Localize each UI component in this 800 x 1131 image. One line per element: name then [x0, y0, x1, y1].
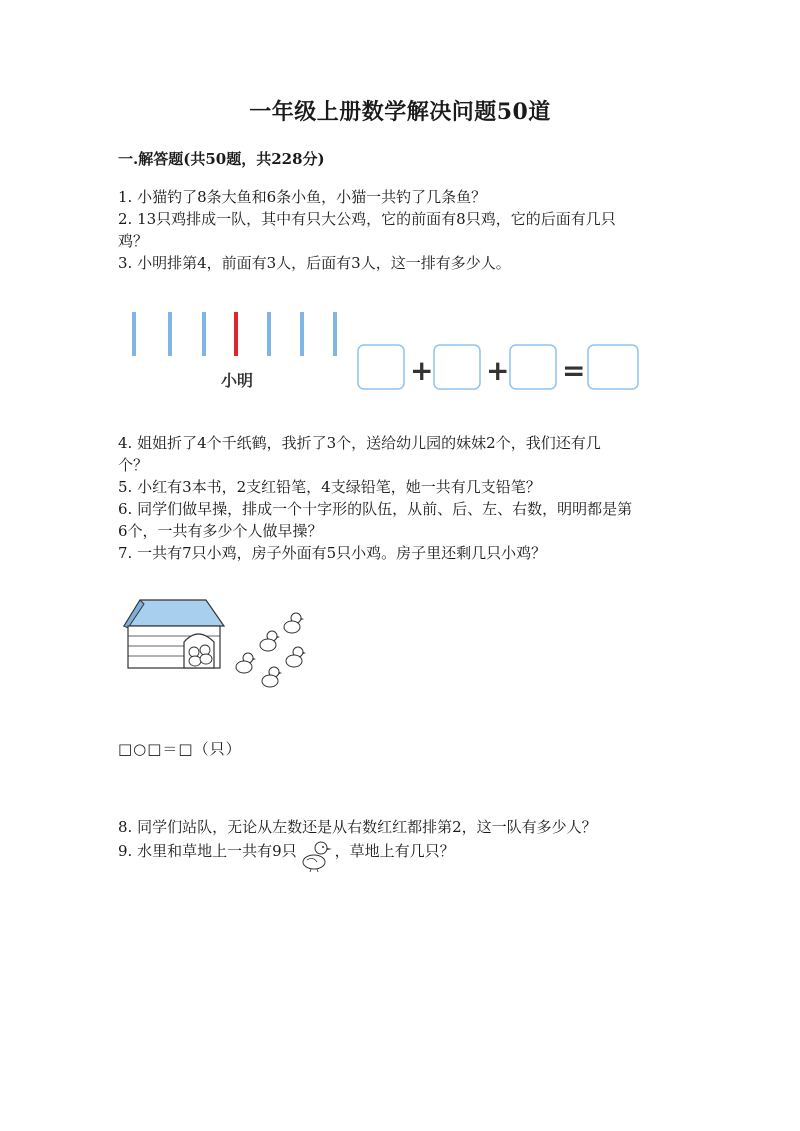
person-bar [168, 312, 172, 356]
equals-sign: = [562, 354, 586, 387]
question-4-line-2: 个？ [118, 456, 149, 474]
xiaoming-bar [234, 312, 238, 356]
person-bar [202, 312, 206, 356]
question-3: 3. 小明排第4，前面有3人，后面有3人，这一排有多少人。 [118, 254, 511, 272]
answer-box [358, 345, 404, 389]
chick-icon [236, 653, 256, 673]
question-1: 1. 小猫钓了8条大鱼和6条小鱼，小猫一共钓了几条鱼？ [118, 188, 487, 206]
chick-icon [260, 631, 280, 651]
chick-icon [284, 613, 304, 633]
person-bar [333, 312, 337, 356]
person-bar [267, 312, 271, 356]
house-icon [124, 600, 224, 668]
chick-icon [286, 647, 306, 667]
question-2-line-1: 2. 13只鸡排成一队，其中有只大公鸡，它的前面有8只鸡，它的后面有几只 [118, 210, 616, 228]
queue-bars [132, 312, 337, 356]
plus-sign: + [486, 354, 510, 387]
question-2-line-2: 鸡？ [118, 232, 149, 250]
duck-icon [299, 838, 333, 874]
question-7: 7. 一共有7只小鸡，房子外面有5只小鸡。房子里还剩几只小鸡？ [118, 544, 547, 562]
plus-sign: + [410, 354, 434, 387]
section-heading: 一.解答题(共50题，共228分) [118, 150, 325, 168]
question-9-part-2: ，草地上有几只？ [334, 842, 455, 860]
question-8: 8. 同学们站队，无论从左数还是从右数红红都排第2，这一队有多少人？ [118, 818, 597, 836]
chick-icon [262, 667, 282, 687]
person-bar [132, 312, 136, 356]
formula-blank: □○□＝□（只） [118, 740, 242, 758]
question-9 [118, 838, 678, 874]
question-4-line-1: 4. 姐姐折了4个千纸鹤，我折了3个，送给幼儿园的妹妹2个，我们还有几 [118, 434, 601, 452]
question-6-line-1: 6. 同学们做早操，排成一个十字形的队伍，从前、后、左、右数，明明都是第 [118, 500, 633, 518]
queue-figure [118, 300, 658, 400]
xiaoming-label: 小明 [221, 371, 254, 390]
answer-box [588, 345, 638, 389]
page-title: 一年级上册数学解决问题50道 [249, 99, 551, 125]
person-bar [300, 312, 304, 356]
question-5: 5. 小红有3本书，2支红铅笔，4支绿铅笔，她一共有几支铅笔？ [118, 478, 541, 496]
chicken-house-figure [118, 592, 318, 702]
answer-box [434, 345, 480, 389]
answer-box [510, 345, 556, 389]
question-9-part-1: 9. 水里和草地上一共有9只 [118, 842, 297, 860]
question-6-line-2: 6个，一共有多少个人做早操？ [118, 522, 323, 540]
